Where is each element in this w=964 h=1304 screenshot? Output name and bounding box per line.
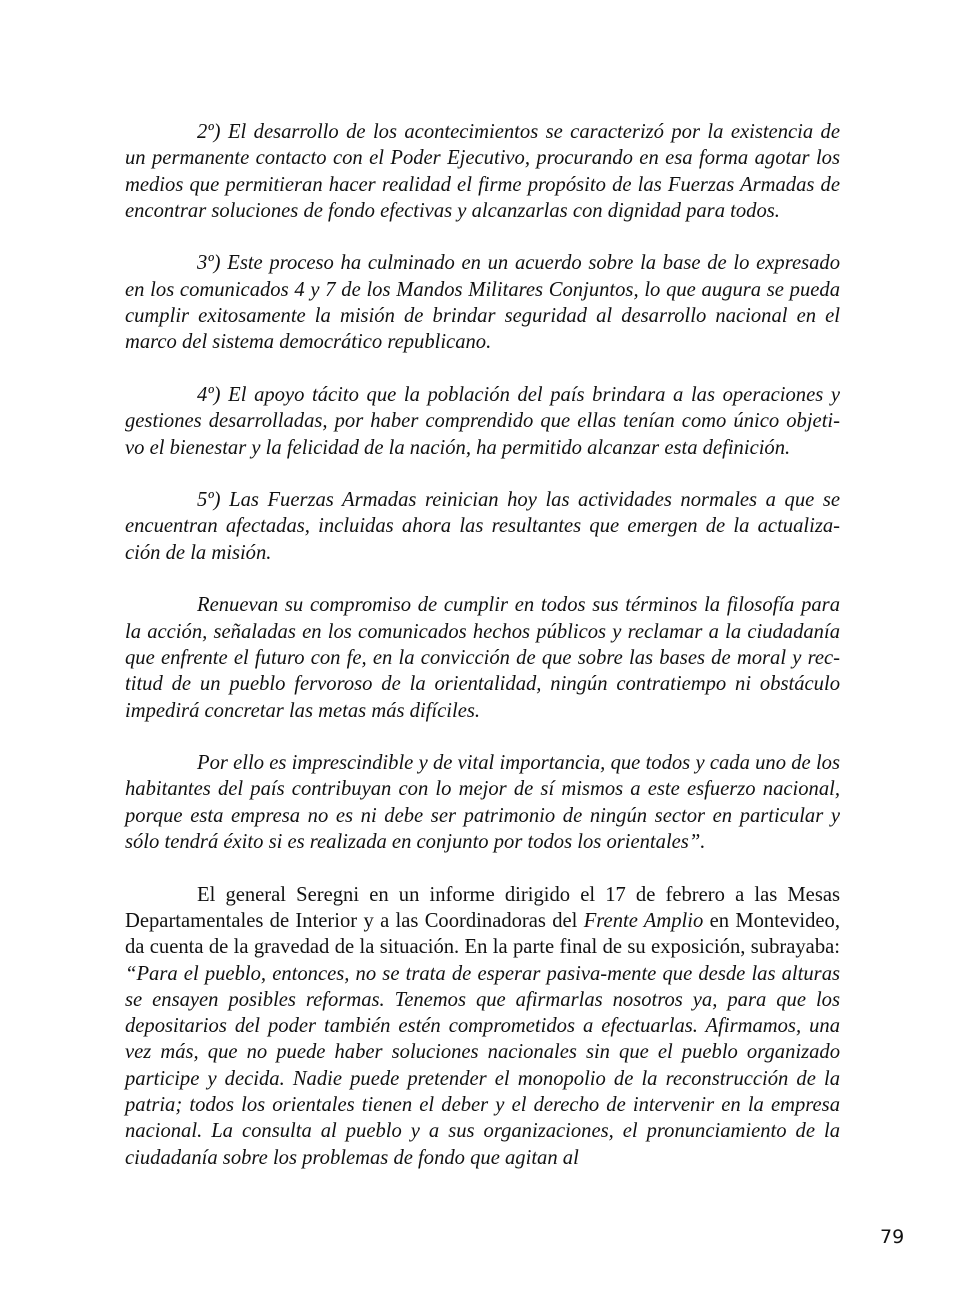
paragraph-point-2: 2º) El desarrollo de los acontecimientos se caracterizó por la existencia de un permanente contacto con el Poder Ejecutivo, procurando en esa forma agotar los medios que permitieran hacer realidad el firme propósito de las Fuerzas Armadas de encontrar soluciones de fondo efectivas y alcanzarlas con dignidad para todos. (125, 121, 840, 222)
paragraph-seregni (125, 882, 840, 1171)
seregni-quote: “Para el pueblo, entonces, no se trata de esperar pasiva-mente que desde las alturas se ensayen posibles reformas. Tenemos que afirmarlas nosotros ya, para que los depositarios del poder también estén comprometidos a efectuarlas. Afirmamos, una vez más, que no puede haber soluciones nacionales sin que el pueblo organizado participe y decida. Nadie puede pretender el monopolio de la reconstrucción de la patria; todos los orientales tienen el deber y el derecho de intervenir en la empresa nacional. La consulta al pueblo y a sus organizaciones, el pronunciamiento de la ciudadanía sobre los problemas de fondo que agitan al (125, 962, 840, 1169)
paragraph-point-4: 4º) El apoyo tácito que la población del país brindara a las operaciones y gestiones desarrolladas, por haber comprendido que ellas tenían como único objeti-vo el bienestar y la felicidad de la nación, ha permitido alcanzar esta definición. (125, 383, 840, 459)
page-number: 79 (880, 1226, 905, 1248)
seregni-text-middle: en Montevideo, da cuenta de la gravedad de la situación. En la parte final de su exposición, subrayaba: (125, 909, 840, 959)
seregni-text-start: El general Seregni en un informe dirigido el 17 de febrero a las Mesas Departamentales de Interior y a las Coordinadoras del (125, 883, 840, 932)
body-text (125, 119, 840, 1197)
paragraph-por-ello: Por ello es imprescindible y de vital importancia, que todos y cada uno de los habitantes del país contribuyan con lo mejor de sí mismos a este esfuerzo nacional, porque esta empresa no es ni debe ser patrimonio de ningún sector en particular y sólo tendrá éxito si es realizada en conjunto por todos los orientales”. (125, 752, 840, 854)
paragraph-point-3: 3º) Este proceso ha culminado en un acuerdo sobre la base de lo expresado en los comunicados 4 y 7 de los Mandos Militares Conjuntos, lo que augura se pueda cumplir exitosamente la misión de brindar seguridad al desarrollo nacional en el marco del sistema democrático republicano. (125, 252, 840, 354)
paragraph-point-5: 5º) Las Fuerzas Armadas reinician hoy las actividades normales a que se encuentran afectadas, incluidas ahora las resultantes que emergen de la actualiza-ción de la misión. (125, 489, 840, 564)
frente-amplio-name: Frente Amplio (583, 909, 704, 932)
paragraph-renuevan: Renuevan su compromiso de cumplir en todos sus términos la filosofía para la acción, señaladas en los comunicados hechos públicos y reclamar a la ciudadanía que enfrente el futuro con fe, en la convicción de que sobre las bases de moral y rec-titud de un pueblo fervoroso de la orientalidad, ningún contratiempo ni obstáculo impedirá concretar las metas más difíciles. (125, 594, 840, 722)
